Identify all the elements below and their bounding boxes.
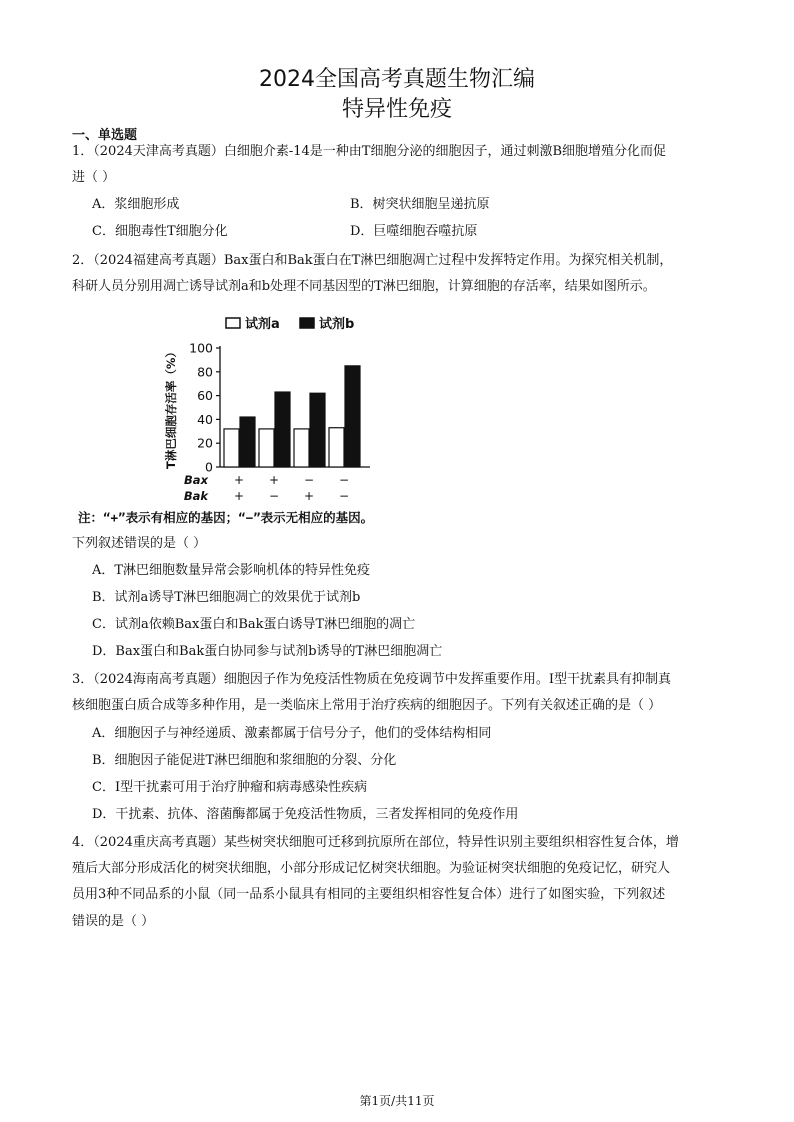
- bar-a-4: [329, 428, 344, 467]
- q1-option-d: D．巨噬细胞吞噬抗原: [350, 224, 478, 239]
- q3-stem-line1: 3．（2024海南高考真题）细胞因子作为免疫活性物质在免疫调节中发挥重要作用。I型干扰素具有抑制真: [72, 672, 671, 687]
- document-title: 2024全国高考真题生物汇编: [259, 67, 535, 92]
- genotype-sign: −: [338, 473, 350, 487]
- y-tick-label: 60: [197, 388, 213, 404]
- q4-stem-line2: 殖后大部分形成活化的树突状细胞，小部分形成记忆树突状细胞。为验证树突状细胞的免疫记忆，研究人: [72, 861, 671, 876]
- q3-option-c: C．I型干扰素可用于治疗肿瘤和病毒感染性疾病: [92, 780, 368, 795]
- genotype-sign: −: [338, 489, 350, 503]
- survival-rate-bar-chart: [160, 310, 380, 506]
- q3-option-a: A．细胞因子与神经递质、激素都属于信号分子，他们的受体结构相同: [92, 726, 492, 741]
- y-tick-label: 100: [189, 340, 213, 356]
- genotype-sign: +: [233, 489, 245, 503]
- bar-a-2: [259, 429, 274, 467]
- chart-note: 注：“+”表示有相应的基因；“−”表示无相应的基因。: [78, 510, 374, 525]
- q1-option-b: B．树突状细胞呈递抗原: [350, 197, 490, 212]
- q2-option-a: A．T淋巴细胞数量异常会影响机体的特异性免疫: [92, 563, 371, 578]
- legend-label-2: 试剂b: [319, 317, 355, 332]
- chart-bars: [224, 366, 360, 467]
- y-tick-label: 20: [197, 435, 213, 451]
- q1-option-a: A．浆细胞形成: [92, 197, 180, 212]
- y-tick-label: 40: [197, 411, 213, 427]
- q2-stem-line2: 科研人员分别用凋亡诱导试剂a和b处理不同基因型的T淋巴细胞，计算细胞的存活率，结果如图所示。: [72, 279, 656, 294]
- q2-option-c: C．试剂a依赖Bax蛋白和Bak蛋白诱导T淋巴细胞的凋亡: [92, 617, 416, 632]
- q1-stem-line1: 1．（2024天津高考真题）白细胞介素-14是一种由T细胞分泌的细胞因子，通过刺激B细胞增殖分化而促: [72, 144, 667, 159]
- q4-stem-line1: 4．（2024重庆高考真题）某些树突状细胞可迁移到抗原所在部位，特异性识别主要组织相容性复合体，增: [72, 835, 679, 850]
- document-subtitle: 特异性免疫: [341, 97, 452, 122]
- bar-a-1: [224, 429, 239, 467]
- genotype-sign: +: [268, 473, 280, 487]
- q1-option-c: C．细胞毒性T细胞分化: [92, 224, 228, 239]
- chart-genotype-rows: [184, 473, 349, 503]
- genotype-sign: +: [233, 473, 245, 487]
- q2-question: 下列叙述错误的是（ ）: [72, 536, 207, 551]
- q3-option-d: D．干扰素、抗体、溶菌酶都属于免疫活性物质，三者发挥相同的免疫作用: [92, 807, 519, 822]
- q4-stem-line3: 员用3种不同品系的小鼠（同一品系小鼠具有相同的主要组织相容性复合体）进行了如图实验，下列叙述: [72, 887, 666, 902]
- q2-option-b: B．试剂a诱导T淋巴细胞凋亡的效果优于试剂b: [92, 590, 361, 605]
- q1-stem-line2: 进（ ）: [72, 170, 116, 185]
- y-tick-label: 80: [197, 364, 213, 380]
- row-label-bax: Bax: [184, 473, 208, 487]
- q4-stem-line4: 错误的是（ ）: [72, 914, 155, 929]
- q3-option-b: B．细胞因子能促进T淋巴细胞和浆细胞的分裂、分化: [92, 753, 397, 768]
- section-heading: 一、单选题: [72, 128, 138, 143]
- genotype-sign: −: [268, 489, 280, 503]
- page-footer: 第1页/共11页: [359, 1094, 435, 1108]
- legend-label-1: 试剂a: [245, 317, 280, 332]
- legend-swatch-2: [300, 318, 314, 328]
- chart-legend: [226, 316, 354, 332]
- y-tick-label: 0: [205, 459, 213, 475]
- bar-b-1: [240, 417, 255, 467]
- q2-stem-line1: 2．（2024福建高考真题）Bax蛋白和Bak蛋白在T淋巴细胞凋亡过程中发挥特定作用。为探究相关机制，: [72, 253, 673, 268]
- bar-b-2: [275, 392, 290, 467]
- genotype-sign: −: [303, 473, 315, 487]
- bar-b-3: [310, 393, 325, 467]
- row-label-bak: Bak: [183, 489, 208, 503]
- bar-a-3: [294, 429, 309, 467]
- legend-swatch-1: [226, 318, 240, 328]
- q3-stem-line2: 核细胞蛋白质合成等多种作用，是一类临床上常用于治疗疾病的细胞因子。下列有关叙述正确的是（ ）: [72, 698, 662, 713]
- q2-option-d: D．Bax蛋白和Bak蛋白协同参与试剂b诱导的T淋巴细胞凋亡: [92, 644, 443, 659]
- genotype-sign: +: [303, 489, 315, 503]
- y-axis-title: T淋巴细胞存活率（%）: [164, 346, 178, 469]
- bar-b-4: [345, 366, 360, 467]
